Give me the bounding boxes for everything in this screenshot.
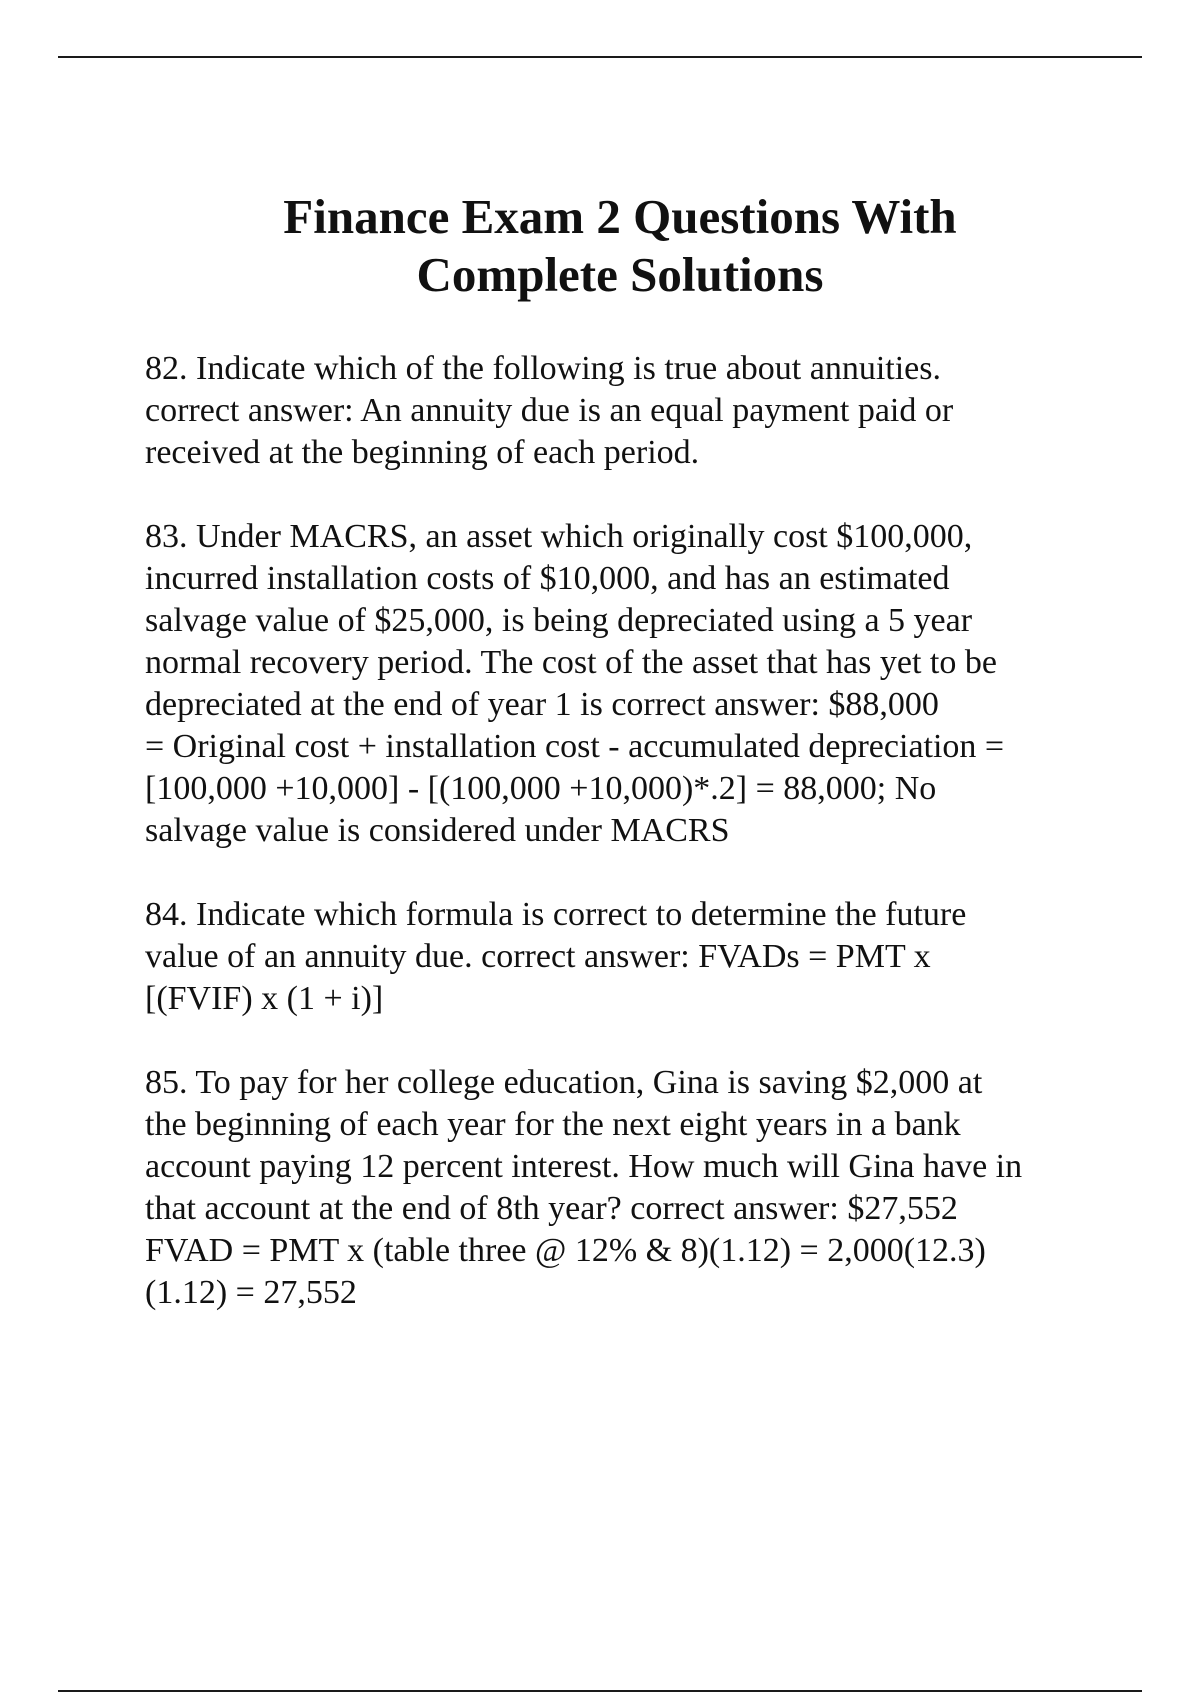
question-line: 82. Indicate which of the following is true about annuities. — [145, 350, 941, 387]
question-line: (1.12) = 27,552 — [145, 1274, 357, 1311]
question-line: 83. Under MACRS, an asset which originally cost $100,000, — [145, 518, 973, 555]
question-line: correct answer: An annuity due is an equal payment paid or — [145, 392, 954, 429]
question-82 — [145, 348, 1095, 474]
question-line: = Original cost + installation cost - accumulated depreciation = — [145, 728, 1005, 765]
question-line: 84. Indicate which formula is correct to determine the future — [145, 896, 967, 933]
question-line: [(FVIF) x (1 + i)] — [145, 980, 384, 1017]
question-line: FVAD = PMT x (table three @ 12% & 8)(1.12) = 2,000(12.3) — [145, 1232, 986, 1269]
question-line: that account at the end of 8th year? correct answer: $27,552 — [145, 1190, 958, 1227]
question-line: normal recovery period. The cost of the asset that has yet to be — [145, 644, 997, 681]
question-line: value of an annuity due. correct answer: FVADs = PMT x — [145, 938, 931, 975]
question-line: [100,000 +10,000] - [(100,000 +10,000)*.2] = 88,000; No — [145, 770, 937, 807]
question-line: depreciated at the end of year 1 is correct answer: $88,000 — [145, 686, 939, 723]
title-line-1: Finance Exam 2 Questions With — [283, 189, 957, 244]
question-line: the beginning of each year for the next eight years in a bank — [145, 1106, 961, 1143]
header-rule — [58, 56, 1142, 58]
question-line: account paying 12 percent interest. How much will Gina have in — [145, 1148, 1023, 1185]
question-line: received at the beginning of each period. — [145, 434, 700, 471]
question-line: incurred installation costs of $10,000, and has an estimated — [145, 560, 950, 597]
question-line: salvage value is considered under MACRS — [145, 812, 730, 849]
question-line: 85. To pay for her college education, Gina is saving $2,000 at — [145, 1064, 983, 1101]
question-83 — [145, 516, 1095, 852]
footer-rule — [58, 1690, 1142, 1692]
title-line-2: Complete Solutions — [416, 247, 824, 302]
question-84 — [145, 894, 1095, 1020]
question-list — [145, 348, 1095, 1356]
question-85 — [145, 1062, 1095, 1314]
question-line: salvage value of $25,000, is being depreciated using a 5 year — [145, 602, 973, 639]
page-title — [0, 188, 1200, 304]
